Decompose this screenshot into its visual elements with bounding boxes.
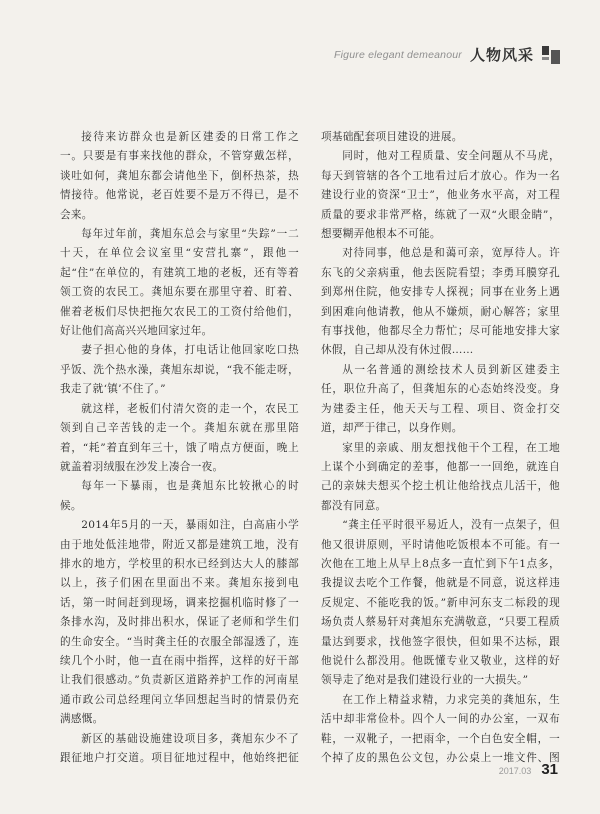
section-mark-icon [542, 46, 560, 64]
right-column [321, 128, 560, 768]
issue-date: 2017.03 [498, 766, 532, 776]
paragraph: 每年一下暴雨，也是龚旭东比较揪心的时候。 [60, 480, 299, 512]
paragraph: 同时，他对工程质量、安全问题从不马虎，每天到管辖的各个工地看过后才放心。作为一名建设行业的资深“卫士”，他业务水平高，对工程质量的要求非常严格，练就了一双“火眼金睛”，想要糊弄他根本不可能。 [321, 150, 560, 241]
page-number: 31 [541, 761, 558, 778]
paragraph: 在工作上精益求精，力求完美的龚旭东，生活中却非常俭朴。四个人一间的办公室，一双布鞋，一双靴子，一把雨伞，一个白色安全帽，一个掉了皮的黑色公文包，办公桌上一堆文件、图 [321, 693, 560, 764]
running-header [334, 44, 560, 65]
left-column [60, 128, 299, 768]
header-section-title: 人物风采 [469, 46, 534, 64]
paragraph: 家里的亲戚、朋友想找他干个工程，在工地上谋个小到确定的差事，他都一一回绝，就连自己的亲妹夫想买个挖土机让他给找点儿活干，他都没有同意。 [321, 441, 560, 512]
paragraph: “龚主任平时很平易近人，没有一点架子，但他又很讲原则，平时请他吃饭根本不可能。有一次他在工地上从早上8点多一直忙到下午1点多，我提议去吃个工作餐，他就是不同意，说这样违反规定、不能吃我的饭。”新申河东支二标段的现场负责人蔡易轩对龚旭东充满敬意，“只要工程质量达到要求，找他签字很快，但如果不达标，跟他说什么都没用。他既懂专业又敬业，这样的好领导走了绝对是我们建设行业的一大损失。” [321, 519, 560, 687]
paragraph: 妻子担心他的身体，打电话让他回家吃口热乎饭、洗个热水澡，龚旭东却说，“我不能走呀，我走了就‘镇’不住了。” [60, 344, 299, 396]
paragraph: 对待同事，他总是和蔼可亲，宽厚待人。许东飞的父亲病重，他去医院看望；李勇耳膜穿孔到郑州住院，他安排专人探视；同事在业务上遇到困难向他请教，他从不嫌烦，耐心解答；家里有事找他，他都尽全力帮忙；尽可能地安排大家休假，自己却从没有休过假…… [321, 247, 560, 357]
paragraph: 就这样，老板们付清欠资的走一个，农民工领到自己辛苦钱的走一个。龚旭东就在那里陪着，“耗”着直到年三十，饿了啃点方便面，晚上就盖着羽绒服在沙发上凑合一夜。 [60, 402, 299, 473]
paragraph-continued: 项基础配套项目建设的进展。 [321, 131, 463, 143]
header-english-title: Figure elegant demeanour [334, 48, 462, 61]
paragraph: 每年过年前，龚旭东总会与家里“失踪”一二十天，在单位会议室里“安营扎寨”，跟他一起“住”在单位的，有建筑工地的老板，还有等着领工资的农民工。龚旭东要在那里守着、盯着、催着老板们尽快把拖欠农民工的工资付给他们，好让他们高高兴兴地回家过年。 [60, 228, 299, 338]
paragraph: 接待来访群众也是新区建委的日常工作之一。只要是有事来找他的群众，不管穿戴怎样，谈吐如何，龚旭东都会请他坐下，倒杯热茶，热情接待。他常说，老百姓要不是万不得已，是不会来。 [60, 131, 299, 221]
paragraph: 2014年5月的一天，暴雨如注，白高庙小学由于地处低洼地带，附近又都是建筑工地，没有排水的地方，学校里的积水已经到达大人的膝部以上，孩子们困在里面出不来。龚旭东接到电话，第一时间赶到现场，调来挖掘机临时修了一条排水沟，及时排出积水，保证了老师和学生们的生命安全。“当时龚主任的衣服全部湿透了，连续几个小时，他一直在雨中指挥，这样的好干部让我们很感动。”负责新区道路养护工作的河南星通市政公司总经理闰立华回想起当时的情景仍充满感慨。 [60, 519, 299, 726]
page-footer [499, 761, 558, 778]
paragraph: 从一名普通的测绘技术人员到新区建委主任，职位升高了，但龚旭东的心态始终没变。身为建委主任，他天天与工程、项目、资金打交道，却严于律己，以身作则。 [321, 363, 560, 435]
article-body [60, 128, 560, 768]
paragraph: 新区的基础设施建设项目多，龚旭东少不了跟征地户打交道。项目征地过程中，他始终把征 [60, 732, 299, 764]
